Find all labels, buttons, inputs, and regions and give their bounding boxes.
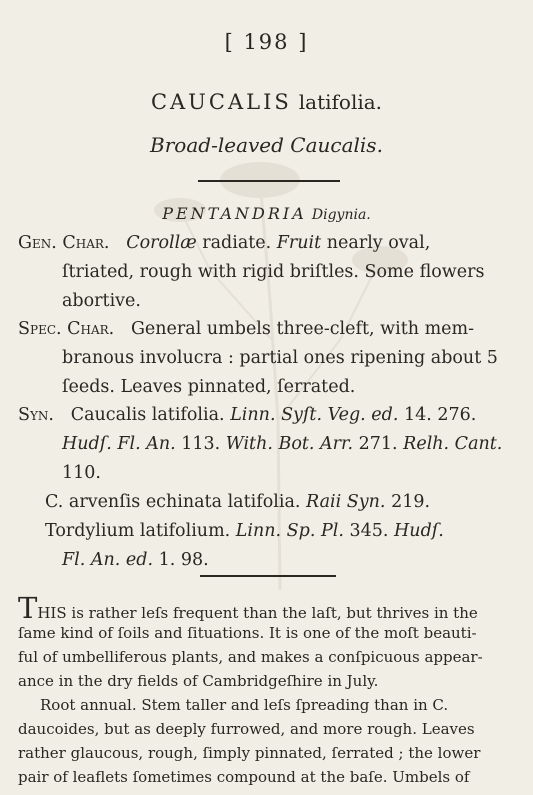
syn-line-5: Tordylium latifolium. Linn. Sp. Pl. 345. Hudſ. (45, 521, 444, 541)
syn-line-3: 110. (62, 463, 101, 483)
class-name: PENTANDRIA (162, 204, 307, 223)
body-line-2: ſame kind of ſoils and ſituations. It is one of the moſt beauti- (18, 624, 477, 642)
body-line-7: rather glaucous, rough, ſimply pinnated, ſerrated ; the lower (18, 744, 481, 762)
genus-name: CAUCALIS (150, 90, 292, 114)
classification-line (0, 204, 533, 223)
spec-char-label: Spec. Char. (18, 319, 115, 339)
species-epithet: latifolia. (298, 90, 383, 114)
body-line-1: THIS is rather leſs frequent than the laſt, but thrives in the (18, 591, 478, 625)
order-name: Digynia. (311, 207, 371, 223)
spec-char-line-3: ſeeds. Leaves pinnated, ſerrated. (62, 377, 356, 397)
syn-label: Syn. (18, 405, 54, 425)
page-number: [ 198 ] (224, 30, 309, 54)
body-line-5: Root annual. Stem taller and leſs ſpreading than in C. (40, 696, 449, 714)
syn-line-1: Syn. Caucalis latifolia. Linn. Syſt. Veg. ed. 14. 276. (18, 405, 477, 425)
gen-char-line-3: abortive. (62, 291, 141, 311)
divider-rule-2 (200, 575, 336, 577)
species-title (0, 90, 533, 115)
body-line-8: pair of leaflets ſometimes compound at the baſe. Umbels of (18, 768, 470, 786)
body-line-6: daucoides, but as deeply furrowed, and more rough. Leaves (18, 720, 475, 738)
spec-char-line-1: Spec. Char. General umbels three-cleft, with mem- (18, 319, 475, 339)
gen-char-label: Gen. Char. (18, 233, 110, 253)
gen-char-line-1: Gen. Char. Corollæ radiate. Fruit nearly oval, (18, 233, 431, 253)
syn-line-6: Fl. An. ed. 1. 98. (62, 550, 209, 570)
divider-rule (198, 180, 340, 182)
drop-cap: T (18, 591, 38, 625)
body-line-4: ance in the dry fields of Cambridgeſhire in July. (18, 672, 379, 690)
gen-char-line-2: ſtriated, rough with rigid briſtles. Some flowers (62, 262, 485, 282)
syn-line-4: C. arvenſis echinata latifolia. Raii Syn. 219. (45, 492, 431, 512)
spec-char-line-2: branous involucra : partial ones ripening about 5 (62, 348, 498, 368)
syn-line-2: Hudſ. Fl. An. 113. With. Bot. Arr. 271. Relh. Cant. (62, 434, 503, 454)
body-line-3: ful of umbelliferous plants, and makes a conſpicuous appear- (18, 648, 483, 666)
common-name: Broad-leaved Caucalis. (150, 133, 383, 157)
